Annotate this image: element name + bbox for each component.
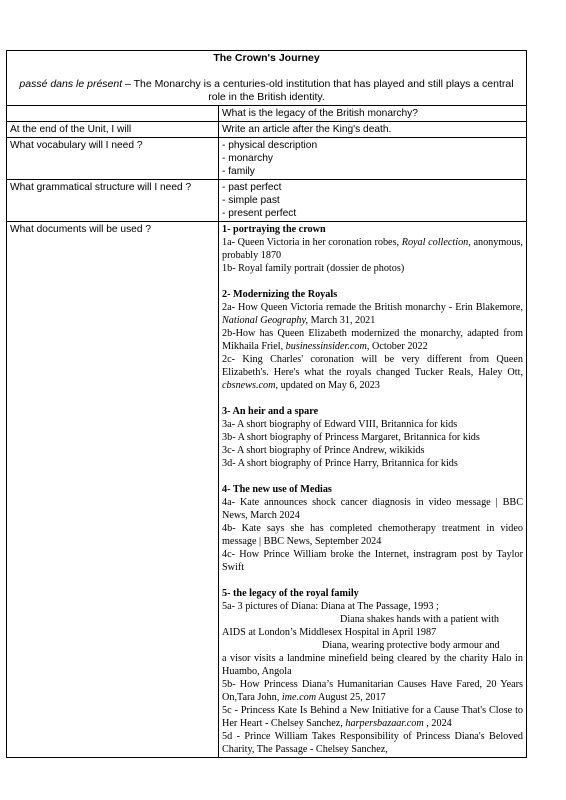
section-title: 3- An heir and a spare bbox=[222, 406, 319, 417]
document-item: Diana, wearing protective body armour and bbox=[322, 640, 500, 651]
row-value bbox=[219, 180, 527, 222]
document-item: Diana shakes hands with a patient with bbox=[340, 614, 500, 625]
question-cell: What is the legacy of the British monarchy? bbox=[219, 106, 527, 122]
intro-italic: passé dans le présent bbox=[19, 78, 123, 90]
section-title: 4- The new use of Medias bbox=[222, 484, 332, 495]
document-item: 1b- Royal family portrait (dossier de photos) bbox=[222, 263, 405, 274]
list-item: - present perfect bbox=[222, 208, 297, 219]
question-label-cell bbox=[7, 106, 219, 122]
document-item: 3a- A short biography of Edward VIII, Britannica for kids bbox=[222, 419, 458, 430]
section-title: 1- portraying the crown bbox=[222, 224, 326, 235]
row-label: At the end of the Unit, I will bbox=[7, 122, 219, 138]
document-item: 2b-How has Queen Elizabeth modernized the monarchy, adapted from Mikhaila Friel, businessinsider.com, October 2022 bbox=[222, 328, 523, 352]
row-label: What vocabulary will I need ? bbox=[7, 138, 219, 180]
document-item: 3c- A short biography of Prince Andrew, wikikids bbox=[222, 445, 425, 456]
question-row bbox=[7, 106, 527, 122]
unit-plan-table bbox=[6, 50, 527, 758]
document-item: 1a- Queen Victoria in her coronation robes, Royal collection, anonymous, probably 1870 bbox=[222, 237, 523, 261]
document-item: 5d - Prince William Takes Responsibility of Princess Diana's Beloved Charity, The Passage - Chelsey Sanchez, bbox=[222, 731, 523, 755]
document-item: 5c - Princess Kate Is Behind a New Initiative for a Cause That's Close to Her Heart - Chelsey Sanchez, harpersbazaar.com , 2024 bbox=[222, 705, 523, 729]
list-item: - monarchy bbox=[222, 153, 273, 164]
document-item: AIDS at London’s Middlesex Hospital in April 1987 bbox=[222, 627, 437, 638]
row-value bbox=[219, 138, 527, 180]
row-value: Write an article after the King's death. bbox=[219, 122, 527, 138]
section-title: 5- the legacy of the royal family bbox=[222, 588, 359, 599]
list-item: - simple past bbox=[222, 195, 280, 206]
intro-text bbox=[10, 78, 523, 104]
table-row bbox=[7, 138, 527, 180]
row-label: What documents will be used ? bbox=[7, 222, 219, 758]
document-item: 5a- 3 pictures of Diana: Diana at The Passage, 1993 ; bbox=[222, 601, 439, 612]
table-row bbox=[7, 180, 527, 222]
row-label: What grammatical structure will I need ? bbox=[7, 180, 219, 222]
document-item: a visor visits a landmine minefield being cleared by the charity Halo in Huambo, Angola bbox=[222, 653, 523, 677]
document-item: 4c- How Prince William broke the Internet, instragram post by Taylor Swift bbox=[222, 549, 523, 573]
header-row bbox=[7, 51, 527, 106]
header-cell bbox=[7, 51, 527, 106]
list-item: - family bbox=[222, 166, 255, 177]
document-item: 4a- Kate announces shock cancer diagnosis in video message | BBC News, March 2024 bbox=[222, 497, 523, 521]
table-row bbox=[7, 122, 527, 138]
section-title: 2- Modernizing the Royals bbox=[222, 289, 338, 300]
document-item: 5b- How Princess Diana’s Humanitarian Causes Have Fared, 20 Years On,Tara John, ime.com August 25, 2017 bbox=[222, 679, 523, 703]
document-item: 2a- How Queen Victoria remade the British monarchy - Erin Blakemore, National Geography, March 31, 2021 bbox=[222, 302, 523, 326]
documents-cell bbox=[219, 222, 527, 758]
document-item: 2c- King Charles' coronation will be very different from Queen Elizabeth's. Here's what the royals changed Tucker Reals, Haley Ott, cbsnews.com, updated on May 6, 2023 bbox=[222, 354, 523, 391]
list-item: - physical description bbox=[222, 140, 318, 151]
intro-body: – The Monarchy is a centuries-old institution that has played and still plays a central role in the British identity. bbox=[122, 78, 514, 103]
document-item: 3b- A short biography of Princess Margaret, Britannica for kids bbox=[222, 432, 480, 443]
document-item: 4b- Kate says she has completed chemotherapy treatment in video message | BBC News, September 2024 bbox=[222, 523, 523, 547]
document-item: 3d- A short biography of Prince Harry, Britannica for kids bbox=[222, 458, 458, 469]
documents-row bbox=[7, 222, 527, 758]
list-item: - past perfect bbox=[222, 182, 282, 193]
page-title: The Crown's Journey bbox=[213, 52, 320, 64]
